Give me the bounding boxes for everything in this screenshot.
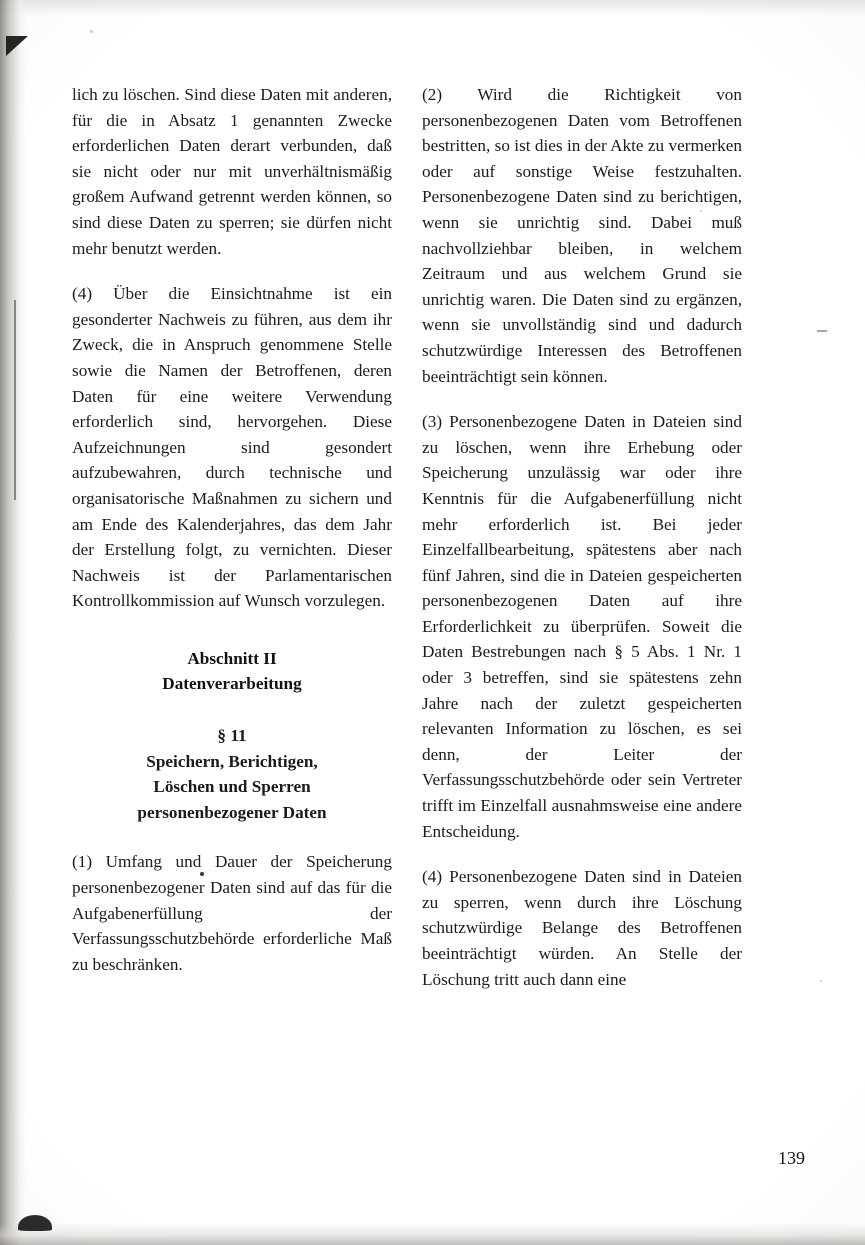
scan-edge-bottom: [0, 1223, 865, 1245]
corner-mark-bottom-left: [18, 1215, 52, 1231]
page-number: 139: [778, 1148, 805, 1168]
scan-edge-top: [0, 0, 865, 16]
paragraph: (4) Personenbezogene Daten sind in Dateien zu sperren, wenn durch ihre Löschung schutzwürdige Belange des Betroffenen beeinträchtigt würden. An Stelle der Löschung tritt auch dann eine: [422, 867, 742, 989]
section-heading: [72, 646, 392, 697]
paragraph: lich zu löschen. Sind diese Daten mit anderen, für die in Absatz 1 genannten Zwecke erforderlichen Daten derart verbunden, daß sie nicht oder nur mit unverhältnismäßig großem Aufwand getrennt werden können, so sind diese Daten zu sperren; sie dürfen nicht mehr benutzt werden.: [72, 85, 392, 258]
paragraph: (4) Über die Einsichtnahme ist ein gesonderter Nachweis zu führen, aus dem ihr Zweck, die in Anspruch genommene Stelle sowie die Namen der Betroffenen, deren Daten für eine weitere Verwendung erforderlich sind, hervorgehen. Diese Aufzeichnungen sind gesondert aufzubewahren, durch technische und organisatorische Maßnahmen zu sichern und am Ende des Kalenderjahres, das dem Jahr der Erstellung folgt, zu vernichten. Dieser Nachweis ist der Parlamentarischen Kontrollkommission auf Wunsch vorzulegen.: [72, 284, 392, 611]
paragraph-title-line-3: personenbezogener Daten: [137, 802, 327, 822]
section-heading-line-1: Abschnitt II: [187, 648, 277, 668]
paragraph-title: [72, 749, 392, 826]
scan-edge-left: [0, 0, 26, 1245]
paragraph-title-line-1: Speichern, Berichtigen,: [146, 751, 318, 771]
scan-speck: [820, 980, 822, 982]
right-column: [422, 82, 742, 992]
left-column: [72, 82, 392, 992]
section-heading-line-2: Datenverarbeitung: [162, 674, 302, 694]
scan-artifact-right: [817, 330, 827, 332]
paragraph: (1) Umfang und Dauer der Speicherung personenbezogener Daten sind auf das für die Aufgabenerfüllung der Verfassungsschutzbehörde erforderliche Maß zu beschränken.: [72, 852, 392, 974]
ink-dot-artifact: [200, 872, 204, 876]
page-body: [72, 82, 800, 992]
paragraph: (2) Wird die Richtigkeit von personenbezogenen Daten vom Betroffenen bestritten, so ist dies in der Akte zu vermerken oder auf sonstige Weise festzuhalten. Personenbezogene Daten sind zu berichtigen, wenn sie unrichtig sind. Dabei muß nachvollziehbar bleiben, in welchem Zeitraum und aus welchem Grund sie unrichtig waren. Die Daten sind zu ergänzen, wenn sie unvollständig sind und dadurch schutzwürdige Interessen des Betroffenen beeinträchtigt sein können.: [422, 85, 742, 386]
book-spine-line: [14, 300, 16, 500]
paragraph-title-line-2: Löschen und Sperren: [153, 777, 311, 797]
paragraph-mark: § 11: [217, 726, 247, 746]
scan-speck: [90, 30, 93, 33]
paragraph: (3) Personenbezogene Daten in Dateien sind zu löschen, wenn ihre Erhebung oder Speicherung unzulässig war oder ihre Kenntnis für die Aufgabenerfüllung nicht mehr erforderlich ist. Bei jeder Einzelfallbearbeitung, spätestens aber nach fünf Jahren, sind die in Dateien gespeicherten personenbezogenen Daten auf ihre Erforderlichkeit zu überprüfen. Soweit die Daten Bestrebungen nach § 5 Abs. 1 Nr. 1 oder 3 betreffen, sind sie spätestens zehn Jahre nach der zuletzt gespeicherten relevanten Information zu löschen, es sei denn, der Leiter der Verfassungsschutzbehörde oder sein Vertreter trifft im Einzelfall ausnahmsweise eine andere Entscheidung.: [422, 412, 742, 841]
